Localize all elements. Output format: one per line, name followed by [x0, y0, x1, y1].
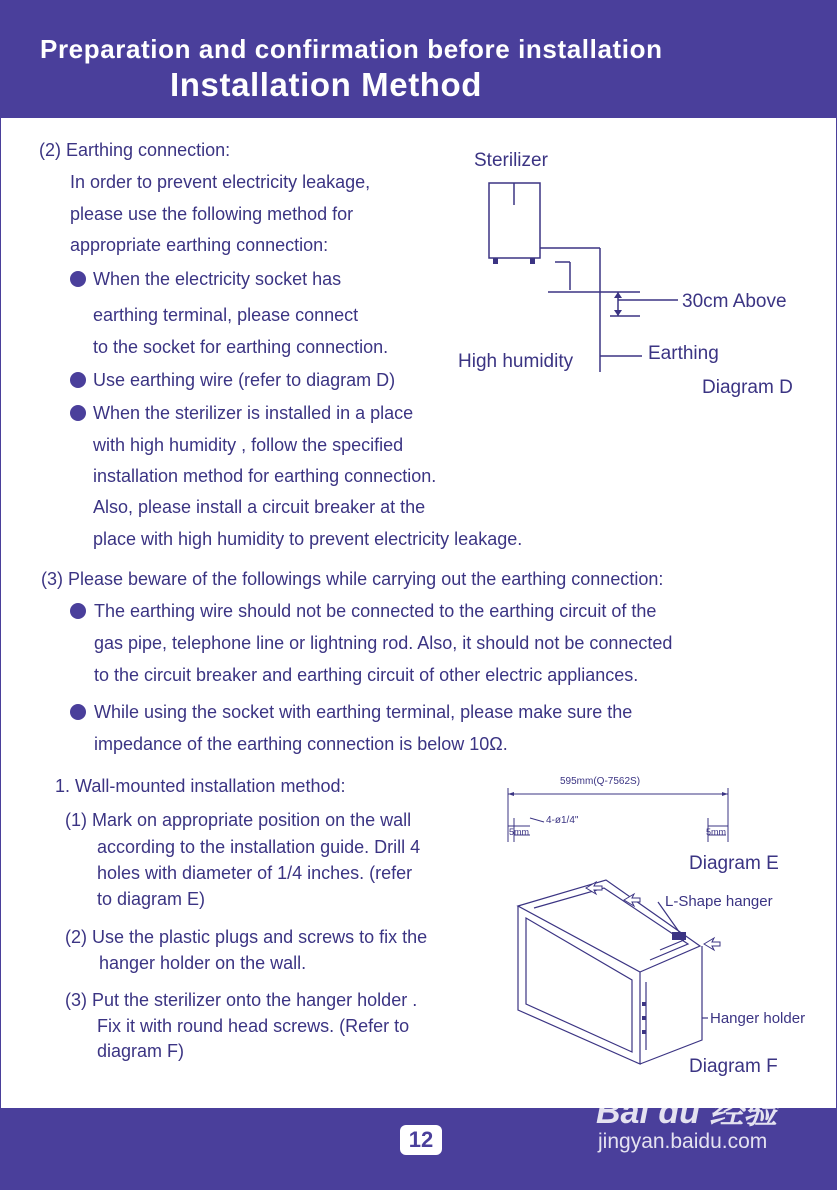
diagram-d-caption: Diagram D: [702, 377, 793, 398]
section3-bullet1-line: to the circuit breaker and earthing circuit of other electric appliances.: [94, 665, 639, 685]
diagram-d-sterilizer-label: Sterilizer: [474, 150, 548, 171]
section2-intro-line: appropriate earthing connection:: [70, 235, 329, 255]
section2-bullet1-line: earthing terminal, please connect: [93, 305, 359, 325]
baidu-watermark-url: jingyan.baidu.com: [598, 1130, 768, 1153]
diagram-e-holes-label: 4-ø1/4": [546, 815, 579, 826]
section2-bullet3-line: Also, please install a circuit breaker at the: [93, 497, 426, 517]
diagram-f-hanger-label: L-Shape hanger: [665, 893, 773, 910]
diagram-f-holder-label: Hanger holder: [710, 1010, 806, 1027]
section3-heading: (3) Please beware of the followings while carrying out the earthing connection:: [41, 569, 664, 589]
diagram-d-above-label: 30cm Above: [682, 291, 787, 312]
section2-bullet1-line: to the socket for earthing connection.: [93, 337, 389, 357]
section3-bullet2-line: impedance of the earthing connection is below 10Ω.: [94, 734, 508, 754]
section2-bullet3-line: When the sterilizer is installed in a place: [93, 403, 414, 423]
section3-bullet2-line: While using the socket with earthing terminal, please make sure the: [94, 702, 633, 722]
diagram-e-width-label: 595mm(Q-7562S): [560, 776, 641, 787]
wall-step1-line: according to the installation guide. Drill 4: [97, 837, 421, 857]
wall-heading: 1. Wall-mounted installation method:: [55, 776, 346, 796]
diagram-d-humidity-label: High humidity: [458, 351, 574, 372]
header-title-line2: Installation Method: [170, 66, 483, 103]
wall-step1-line: (1) Mark on appropriate position on the wall: [65, 810, 412, 830]
section2-intro-line: In order to prevent electricity leakage,: [70, 172, 371, 192]
section2-bullet2-line: Use earthing wire (refer to diagram D): [93, 370, 396, 390]
page-number: 12: [400, 1125, 442, 1155]
section3-bullet1-line: The earthing wire should not be connected to the earthing circuit of the: [94, 601, 657, 621]
section2-bullet3-line: place with high humidity to prevent electricity leakage.: [93, 529, 523, 549]
wall-step2-line: hanger holder on the wall.: [99, 953, 307, 973]
baidu-watermark-logo: Bai du 经验: [596, 1093, 778, 1131]
section2-bullet3-line: with high humidity , follow the specified: [93, 435, 404, 455]
header-title-line1: Preparation and confirmation before installation: [40, 34, 663, 64]
section3-bullet1-line: gas pipe, telephone line or lightning rod. Also, it should not be connected: [94, 633, 673, 653]
wall-step1-line: holes with diameter of 1/4 inches. (refer: [97, 863, 413, 883]
diagram-e-mark-label: 5mm: [509, 827, 529, 837]
wall-step2-line: (2) Use the plastic plugs and screws to fix the: [65, 927, 428, 947]
diagram-d-earthing-label: Earthing: [648, 343, 719, 364]
diagram-f-caption: Diagram F: [689, 1056, 778, 1077]
wall-step3-line: (3) Put the sterilizer onto the hanger holder .: [65, 990, 418, 1010]
wall-step3-line: Fix it with round head screws. (Refer to: [97, 1016, 410, 1036]
diagram-e-mark-label: 5mm: [706, 827, 726, 837]
diagram-e-caption: Diagram E: [689, 853, 779, 874]
section2-intro-line: please use the following method for: [70, 204, 354, 224]
section2-heading: (2) Earthing connection:: [39, 140, 231, 160]
wall-step3-line: diagram F): [97, 1041, 185, 1061]
section2-bullet3-line: installation method for earthing connection.: [93, 466, 437, 486]
wall-step1-line: to diagram E): [97, 889, 206, 909]
section2-bullet1-line: When the electricity socket has: [93, 269, 342, 289]
